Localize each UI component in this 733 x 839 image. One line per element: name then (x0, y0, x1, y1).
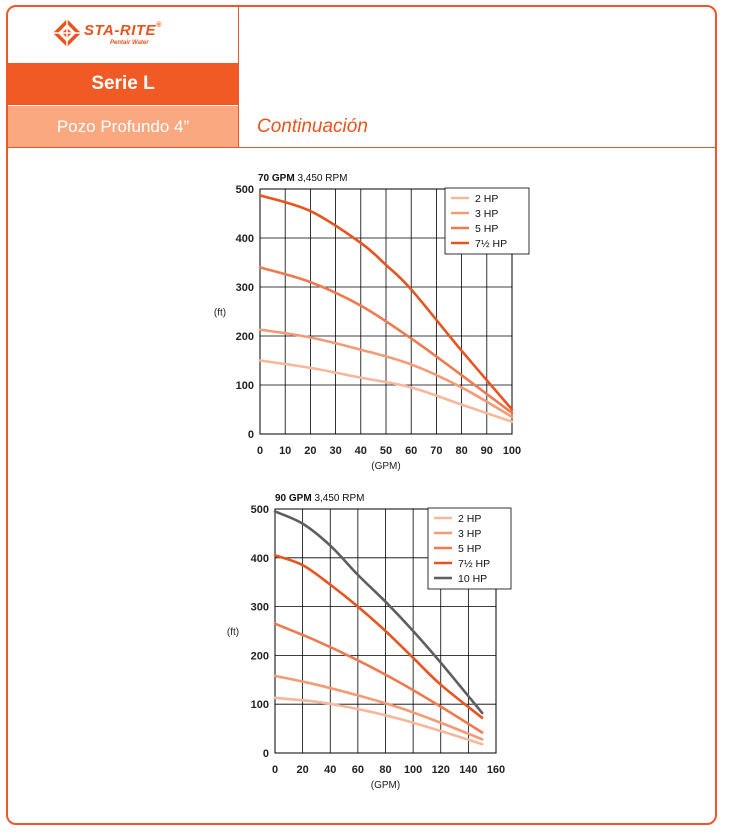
x-tick-label: 60 (405, 445, 418, 457)
x-tick-label: 30 (329, 445, 342, 457)
y-tick-label: 500 (250, 504, 269, 516)
brand-name: STA-RITE® (84, 22, 162, 39)
legend-label: 10 HP (458, 573, 488, 585)
y-tick-label: 200 (250, 650, 269, 663)
legend-label: 7½ HP (475, 238, 508, 250)
legend-label: 3 HP (475, 208, 499, 220)
legend-label: 7½ HP (458, 558, 491, 570)
series-line (275, 624, 482, 733)
brand-logo (52, 16, 202, 56)
x-tick-label: 40 (324, 764, 337, 776)
chart-title: 70 GPM 3,450 RPM (258, 173, 348, 184)
x-tick-label: 140 (459, 764, 478, 776)
series-line (275, 698, 482, 744)
y-axis-label: (ft) (213, 307, 227, 319)
series-title: Serie L (8, 63, 238, 105)
x-tick-label: 20 (304, 445, 317, 457)
y-tick-label: 100 (235, 380, 254, 392)
x-tick-label: 80 (455, 445, 468, 457)
legend-label: 2 HP (458, 513, 482, 525)
legend-label: 5 HP (475, 223, 499, 235)
x-tick-label: 20 (296, 764, 309, 776)
x-tick-label: 40 (354, 445, 367, 457)
x-axis-label: (GPM) (371, 461, 401, 472)
x-tick-label: 100 (502, 445, 522, 457)
y-tick-label: 100 (250, 699, 269, 712)
x-tick-label: 90 (480, 445, 493, 457)
header-divider-horizontal (8, 147, 716, 148)
chart-90-gpm (215, 480, 515, 800)
header-divider-vertical (238, 7, 239, 148)
y-axis-label: (ft) (226, 627, 240, 638)
legend-label: 3 HP (458, 528, 482, 540)
continuation-label: Continuación (257, 116, 368, 137)
series-line (275, 676, 482, 739)
y-tick-label: 500 (235, 184, 254, 196)
x-tick-label: 70 (430, 445, 443, 457)
x-tick-label: 120 (431, 764, 450, 776)
chart-70-gpm (200, 160, 540, 480)
sta-rite-logo-icon (52, 18, 82, 48)
x-tick-label: 10 (279, 445, 292, 457)
x-tick-label: 100 (403, 764, 423, 776)
y-tick-label: 300 (250, 601, 269, 614)
y-tick-label: 400 (235, 233, 254, 245)
x-axis-label: (GPM) (370, 780, 401, 791)
x-tick-label: 50 (379, 445, 393, 457)
legend-label: 2 HP (475, 193, 499, 205)
x-tick-label: 80 (379, 764, 392, 776)
x-tick-label: 0 (256, 445, 264, 457)
legend-label: 5 HP (458, 543, 482, 555)
y-tick-label: 0 (247, 429, 254, 441)
chart-title: 90 GPM 3,450 RPM (275, 493, 365, 504)
brand-subtitle: Pentair Water (110, 40, 149, 46)
y-tick-label: 0 (262, 748, 269, 760)
y-tick-label: 300 (235, 282, 254, 294)
x-tick-label: 0 (271, 764, 279, 776)
y-tick-label: 200 (235, 331, 254, 343)
x-tick-label: 160 (486, 764, 506, 776)
y-tick-label: 400 (250, 552, 269, 565)
x-tick-label: 60 (351, 764, 364, 776)
product-subtitle: Pozo Profundo 4” (8, 106, 238, 147)
